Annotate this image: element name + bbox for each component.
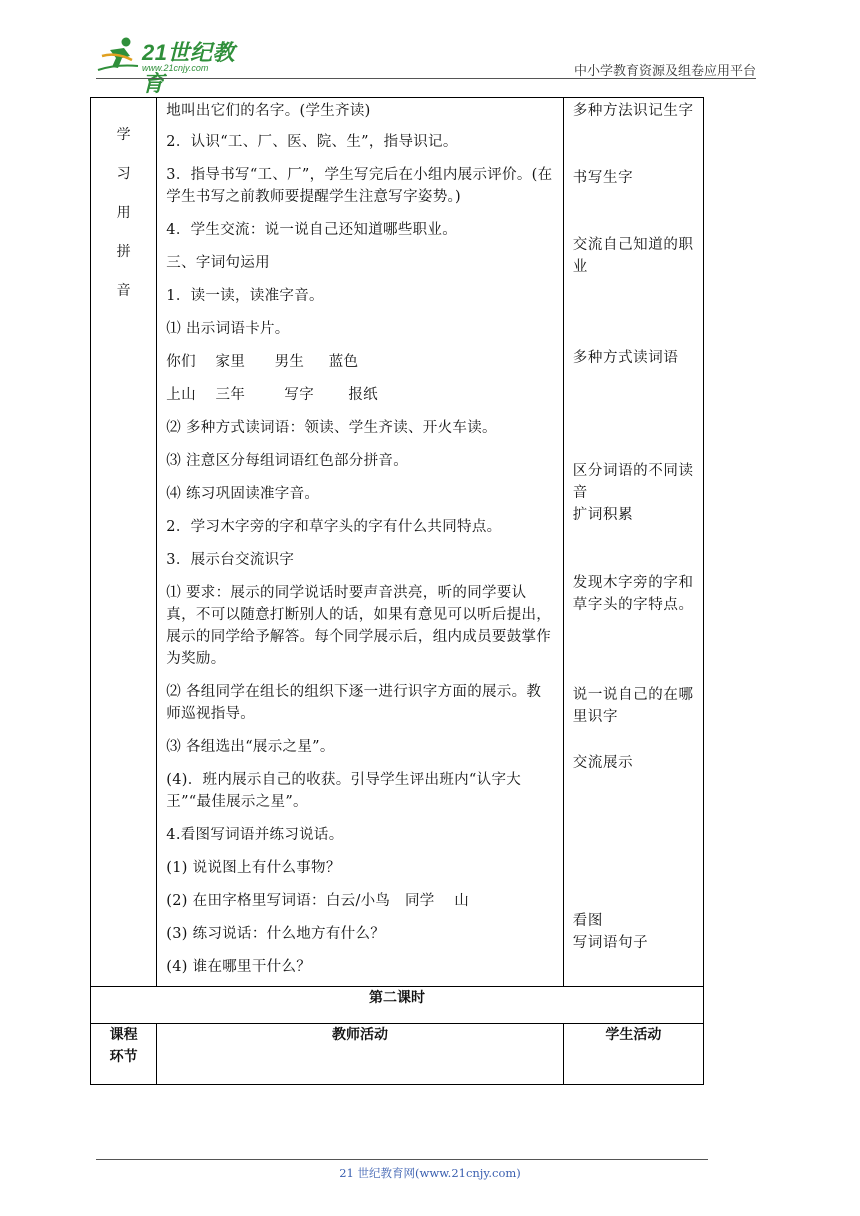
teacher-line: (2) 在田字格里写词语：白云/小鸟 同学 山	[166, 893, 469, 909]
student-note: 书写生字	[572, 170, 634, 186]
student-note: 发现木字旁的字和草字头的字特点。	[572, 575, 694, 613]
stage-column-header: 课程环节	[91, 1024, 157, 1085]
student-note: 多种方法识记生字	[572, 103, 694, 119]
teacher-line: (4) 谁在哪里干什么？	[166, 959, 312, 975]
section-title: 第二课时	[91, 987, 704, 1024]
teacher-line: 地叫出它们的名字。(学生齐读)	[166, 103, 371, 119]
student-note: 交流展示	[572, 755, 634, 771]
student-note: 交流自己知道的职业	[572, 237, 694, 275]
teacher-line: ⑴ 要求：展示的同学说话时要声音洪亮，听的同学要认真，不可以随意打断别人的话，如果有意见可以听后提出，展示的同学给予解答。每个同学展示后，组内成员要鼓掌作为奖励。	[166, 585, 552, 667]
logo-brand-text: 21世纪教育	[142, 40, 235, 96]
stage-char: 拼	[116, 244, 131, 260]
teacher-line: 1．读一读，读准字音。	[166, 288, 324, 304]
teacher-line: 4.看图写词语并练习说话。	[166, 827, 344, 843]
teacher-line: 三、字词句运用	[166, 255, 270, 271]
word-card-row: 上山 三年 写字 报纸	[166, 387, 378, 403]
student-column-header: 学生活动	[563, 1024, 703, 1085]
student-note: 说一说自己的在哪里识字	[572, 687, 694, 725]
teacher-line: ⑶ 注意区分每组词语红色部分拼音。	[166, 453, 409, 469]
teacher-column-header: 教师活动	[157, 1024, 563, 1085]
teacher-activity-cell	[157, 98, 563, 987]
stage-char: 学	[116, 127, 131, 143]
section-title-row	[91, 987, 704, 1024]
lesson-plan-table	[90, 97, 704, 1085]
teacher-line: ⑵ 各组同学在组长的组织下逐一进行识字方面的展示。教师巡视指导。	[166, 684, 542, 722]
student-activity-cell	[563, 98, 703, 987]
stage-char: 用	[116, 205, 131, 221]
teacher-line: (3) 练习说话：什么地方有什么？	[166, 926, 386, 942]
platform-name: 中小学教育资源及组卷应用平台	[573, 64, 756, 79]
stage-char: 音	[116, 283, 131, 299]
footer-divider	[96, 1159, 708, 1160]
teacher-line: 4．学生交流：说一说自己还知道哪些职业。	[166, 222, 458, 238]
student-note: 区分词语的不同读音	[572, 463, 694, 501]
word-card-row: 你们 家里 男生 蓝色	[166, 354, 359, 370]
header-divider	[96, 78, 756, 79]
footer-text: 21 世纪教育网(www.21cnjy.com)	[339, 1166, 521, 1180]
column-header-row	[91, 1024, 704, 1085]
teacher-line: ⑷ 练习巩固读准字音。	[166, 486, 320, 502]
site-logo	[96, 36, 256, 96]
teacher-line: ⑶ 各组选出“展示之星”。	[166, 739, 335, 755]
stage-cell	[91, 98, 157, 987]
student-note: 多种方式读词语	[572, 350, 679, 366]
student-note: 扩词积累	[572, 507, 634, 523]
student-note: 看图	[572, 913, 603, 929]
teacher-line: ⑵ 多种方式读词语：领读、学生齐读、开火车读。	[166, 420, 497, 436]
stage-char: 习	[116, 166, 131, 182]
lesson-row	[91, 98, 704, 987]
teacher-line: (1) 说说图上有什么事物？	[166, 860, 341, 876]
teacher-line: (4)．班内展示自己的收获。引导学生评出班内“认字大王”“最佳展示之星”。	[166, 772, 522, 810]
teacher-line: 2．学习木字旁的字和草字头的字有什么共同特点。	[166, 519, 502, 535]
teacher-line: 3．展示台交流识字	[166, 552, 295, 568]
teacher-line: 3．指导书写“工、厂”，学生写完后在小组内展示评价。(在学生书写之前教师要提醒学生注意写字姿势。)	[166, 167, 553, 205]
teacher-line: 2．认识“工、厂、医、院、生”，指导识记。	[166, 134, 458, 150]
logo-url-text: www.21cnjy.com	[142, 63, 209, 73]
runner-logo-icon	[96, 36, 140, 76]
student-note: 写词语句子	[572, 935, 649, 951]
teacher-line: ⑴ 出示词语卡片。	[166, 321, 290, 337]
